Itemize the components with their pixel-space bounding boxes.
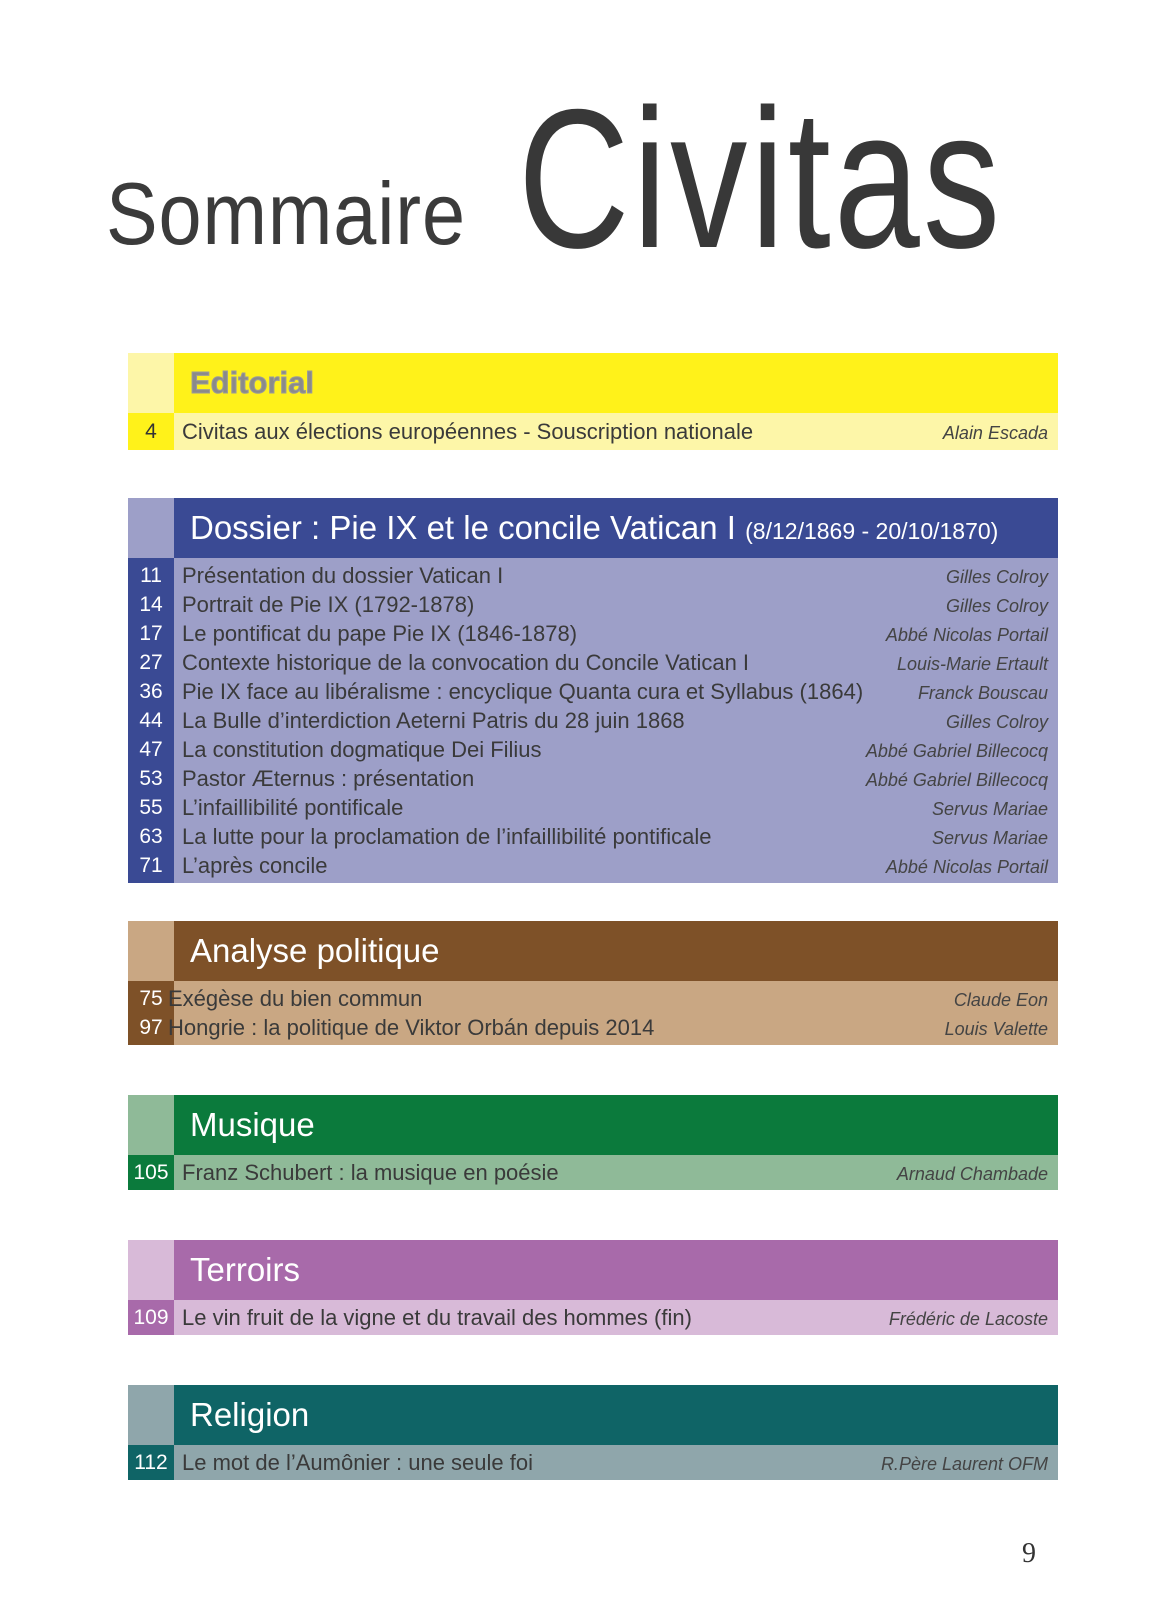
entry-title: Le pontificat du pape Pie IX (1846-1878) [182, 621, 578, 646]
section-header [128, 1095, 1058, 1155]
section-title-text: Dossier : Pie IX et le concile Vatican I [190, 509, 736, 546]
entry-author: Frédéric de Lacoste [888, 1309, 1048, 1329]
entry-author: Louis Valette [944, 1019, 1048, 1039]
entry-title: Hongrie : la politique de Viktor Orbán depuis 2014 [168, 1015, 655, 1040]
toc-entry[interactable] [128, 561, 1058, 590]
entry-page-number: 11 [140, 564, 162, 587]
section-dossier [128, 498, 1058, 883]
toc-entry[interactable] [128, 851, 1058, 880]
section-title [190, 1250, 300, 1290]
entry-title: La constitution dogmatique Dei Filius [182, 737, 542, 762]
entry-title: Le mot de l’Aumônier : une seule foi [182, 1450, 533, 1475]
entry-title: Franz Schubert : la musique en poésie [182, 1160, 559, 1185]
toc-entry[interactable] [128, 417, 1058, 446]
section-title-bar [174, 1240, 1058, 1300]
section-musique [128, 1095, 1058, 1190]
entry-title: Présentation du dossier Vatican I [182, 563, 504, 588]
section-title-bar [174, 921, 1058, 981]
entry-page-number: 4 [145, 420, 157, 443]
toc-entry[interactable] [128, 677, 1058, 706]
entry-page-number: 53 [139, 767, 163, 790]
entry-author: Abbé Gabriel Billecocq [865, 741, 1048, 761]
entry-author: Claude Eon [953, 990, 1048, 1010]
entry-title: Portrait de Pie IX (1792-1878) [182, 592, 475, 617]
entry-author: Servus Mariae [931, 828, 1048, 848]
entry-author: Gilles Colroy [945, 567, 1048, 587]
entry-author: Gilles Colroy [945, 596, 1048, 616]
entry-author: Abbé Nicolas Portail [885, 857, 1048, 877]
entry-list [128, 1445, 1058, 1480]
section-title-text: Musique [190, 1106, 315, 1143]
entry-title: Exégèse du bien commun [168, 986, 423, 1011]
entry-title: La lutte pour la proclamation de l’infaillibilité pontificale [182, 824, 712, 849]
section-tab [128, 1385, 174, 1445]
section-header [128, 498, 1058, 558]
entry-page-number: 14 [139, 593, 163, 616]
section-header [128, 1385, 1058, 1445]
entry-page-number: 36 [139, 680, 163, 703]
section-tab [128, 1240, 174, 1300]
entry-title: La Bulle d’interdiction Aeterni Patris du 28 juin 1868 [182, 708, 685, 733]
section-title-bar [174, 1385, 1058, 1445]
entry-page-number: 47 [139, 738, 163, 761]
entry-list [128, 981, 1058, 1045]
entry-page-number: 112 [134, 1451, 168, 1474]
section-title [190, 1395, 309, 1435]
entry-title: Le vin fruit de la vigne et du travail des hommes (fin) [182, 1305, 692, 1330]
section-title [190, 931, 440, 971]
section-header [128, 1240, 1058, 1300]
toc-entry[interactable] [128, 1013, 1058, 1042]
entry-author: Arnaud Chambade [896, 1164, 1048, 1184]
sommaire-heading: Sommaire [106, 164, 466, 263]
entry-author: Alain Escada [942, 423, 1048, 443]
entry-list [128, 558, 1058, 883]
entry-page-number: 97 [139, 1016, 163, 1039]
entry-list [128, 413, 1058, 450]
section-analyse-politique [128, 921, 1058, 1045]
toc-entry[interactable] [128, 590, 1058, 619]
toc-entry[interactable] [128, 1158, 1058, 1187]
section-title-bar [174, 498, 1058, 558]
entry-page-number: 44 [139, 709, 163, 732]
section-header [128, 353, 1058, 413]
entry-page-number: 27 [139, 651, 163, 674]
entry-author: Abbé Gabriel Billecocq [865, 770, 1048, 790]
section-tab [128, 353, 174, 413]
section-title-bar [174, 353, 1058, 413]
toc-entry[interactable] [128, 619, 1058, 648]
section-tab [128, 921, 174, 981]
entry-page-number: 109 [133, 1306, 169, 1329]
section-title-bar [174, 1095, 1058, 1155]
entry-page-number: 17 [139, 622, 163, 645]
toc-entry[interactable] [128, 1448, 1058, 1477]
entry-author: Louis-Marie Ertault [896, 654, 1048, 674]
entry-author: R.Père Laurent OFM [880, 1454, 1048, 1474]
section-title [190, 363, 314, 403]
section-tab [128, 1095, 174, 1155]
toc-entry[interactable] [128, 793, 1058, 822]
entry-author: Abbé Nicolas Portail [885, 625, 1048, 645]
section-title-text: Religion [190, 1396, 310, 1433]
entry-page-number: 75 [139, 987, 163, 1010]
toc-entry[interactable] [128, 1303, 1058, 1332]
toc-entry[interactable] [128, 984, 1058, 1013]
entry-page-number: 63 [139, 825, 163, 848]
entry-list [128, 1155, 1058, 1190]
section-title-text: Editorial [190, 365, 315, 400]
entry-page-number: 71 [139, 854, 163, 877]
section-title-text: Analyse politique [190, 932, 440, 969]
entry-author: Servus Mariae [931, 799, 1048, 819]
section-title [190, 508, 998, 551]
page-number: 9 [1022, 1538, 1036, 1569]
entry-author: Gilles Colroy [945, 712, 1048, 732]
toc-entry[interactable] [128, 764, 1058, 793]
toc-entry[interactable] [128, 706, 1058, 735]
entry-title: Pastor Æternus : présentation [182, 766, 475, 791]
entry-title: Pie IX face au libéralisme : encyclique Quanta cura et Syllabus (1864) [182, 679, 864, 704]
entry-title: L’après concile [182, 853, 328, 878]
entry-title: Civitas aux élections européennes - Souscription nationale [182, 419, 754, 444]
page-header [0, 0, 1149, 300]
magazine-title: Civitas [518, 68, 1004, 289]
toc-entry[interactable] [128, 735, 1058, 764]
entry-list [128, 1300, 1058, 1335]
section-subtitle: (8/12/1869 - 20/10/1870) [745, 518, 999, 544]
toc-entry[interactable] [128, 648, 1058, 677]
toc-entry[interactable] [128, 822, 1058, 851]
entry-author: Franck Bouscau [917, 683, 1048, 703]
entry-title: Contexte historique de la convocation du Concile Vatican I [182, 650, 750, 675]
section-religion [128, 1385, 1058, 1480]
section-tab [128, 498, 174, 558]
section-header [128, 921, 1058, 981]
entry-page-number: 55 [139, 796, 163, 819]
entry-page-number: 105 [133, 1161, 169, 1184]
entry-title: L’infaillibilité pontificale [182, 795, 404, 820]
section-terroirs [128, 1240, 1058, 1335]
section-editorial [128, 353, 1058, 450]
section-title-text: Terroirs [190, 1251, 301, 1288]
section-title [190, 1105, 315, 1145]
